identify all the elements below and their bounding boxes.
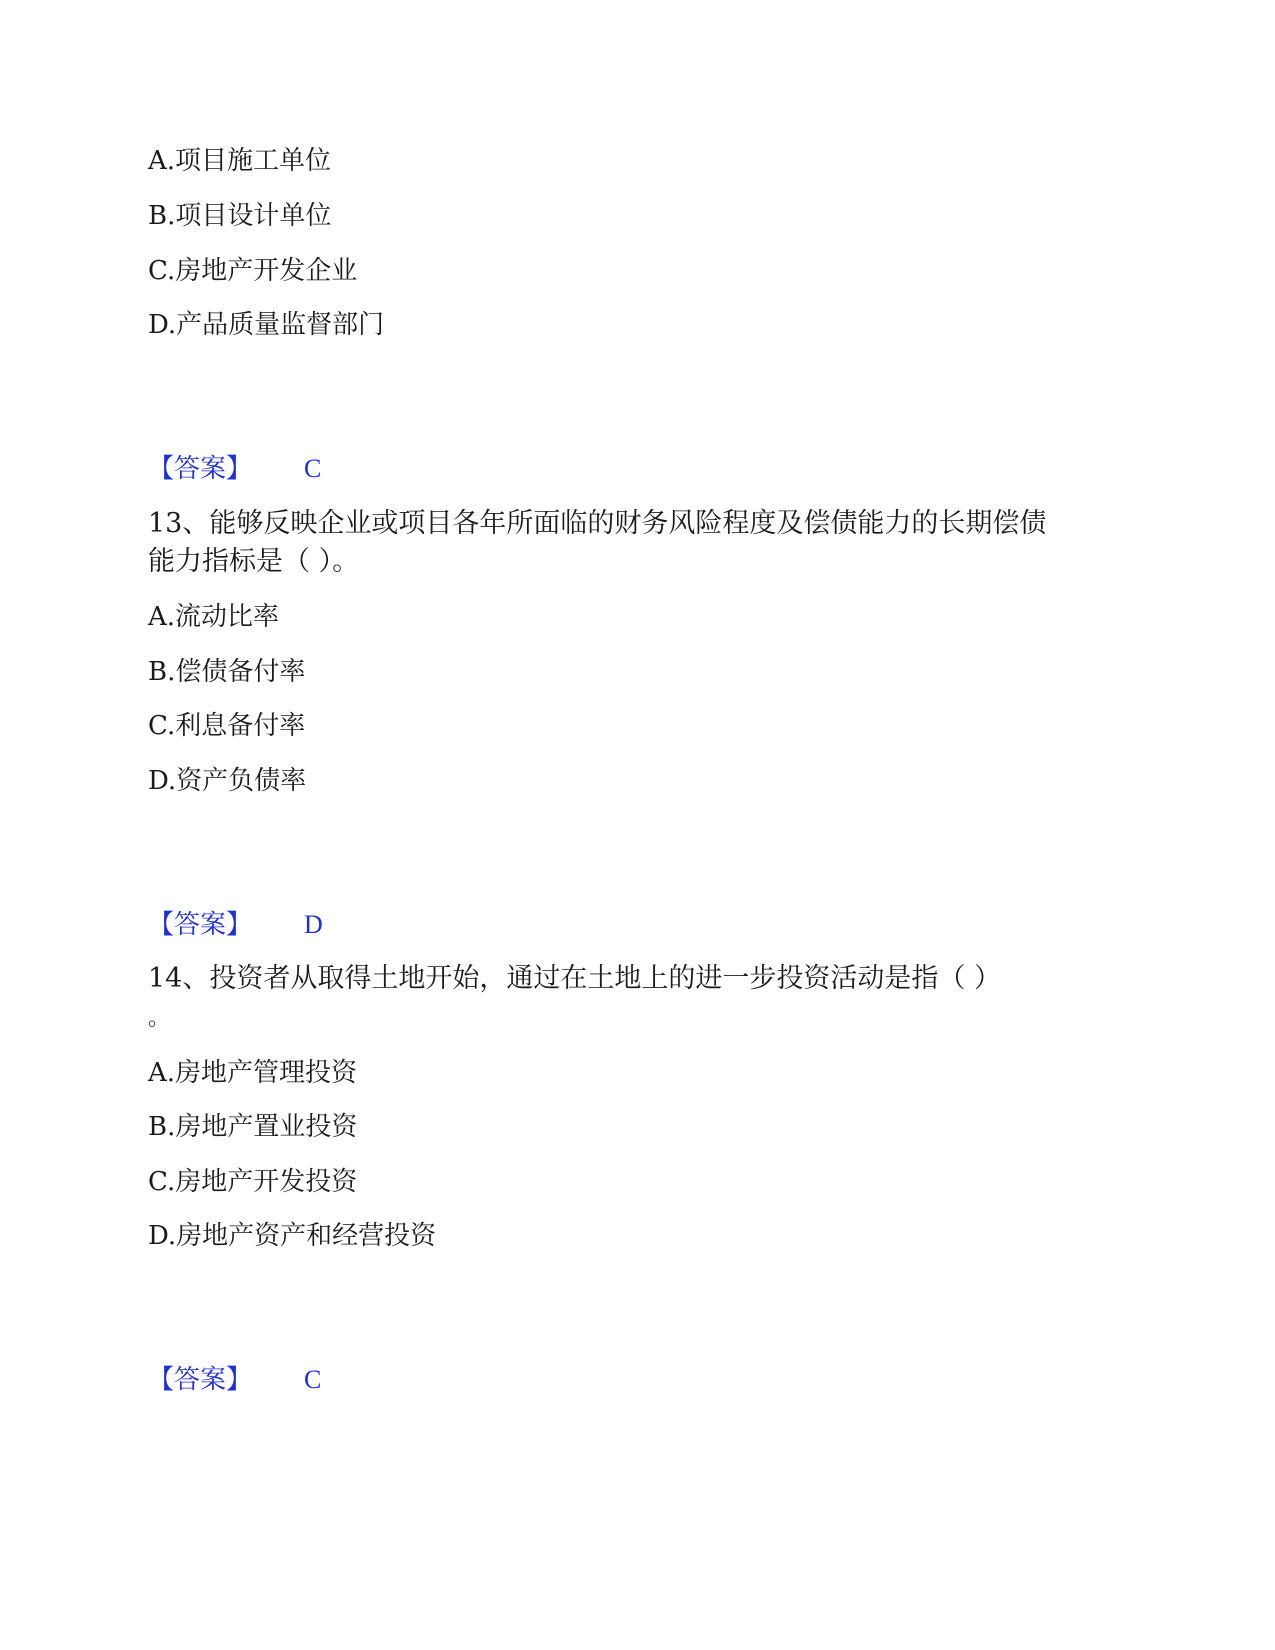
- q12-option-d: D.产品质量监督部门: [148, 310, 385, 340]
- q13-stem-line2: 能力指标是（ ）。: [148, 546, 360, 577]
- q12-answer-label: 【答案】: [148, 454, 253, 484]
- q14-stem-line1: 14、投资者从取得土地开始，通过在土地上的进一步投资活动是指（ ）: [148, 963, 1001, 994]
- q13-answer: [148, 908, 323, 942]
- q12-answer: [148, 452, 321, 486]
- q13-option-a: A.流动比率: [148, 602, 280, 632]
- q13-answer-value: D: [304, 910, 323, 939]
- q12-option-c: C.房地产开发企业: [148, 256, 358, 286]
- q14-option-c: C.房地产开发投资: [148, 1167, 358, 1197]
- q14-option-a: A.房地产管理投资: [148, 1058, 358, 1088]
- q14-option-d: D.房地产资产和经营投资: [148, 1221, 437, 1251]
- q14-stem-line2: 。: [148, 1006, 171, 1031]
- q13-option-b: B.偿债备付率: [148, 657, 306, 687]
- q14-answer-label: 【答案】: [148, 1365, 253, 1395]
- q14-option-b: B.房地产置业投资: [148, 1112, 358, 1142]
- q13-stem-line1: 13、能够反映企业或项目各年所面临的财务风险程度及偿债能力的长期偿债: [148, 508, 1047, 539]
- q12-option-b: B.项目设计单位: [148, 201, 332, 231]
- q14-answer-value: C: [304, 1365, 322, 1394]
- q13-option-c: C.利息备付率: [148, 711, 306, 741]
- q12-answer-value: C: [304, 454, 322, 483]
- q13-option-d: D.资产负债率: [148, 766, 307, 796]
- q14-answer: [148, 1363, 321, 1397]
- q13-answer-label: 【答案】: [148, 910, 253, 940]
- q12-option-a: A.项目施工单位: [148, 146, 332, 176]
